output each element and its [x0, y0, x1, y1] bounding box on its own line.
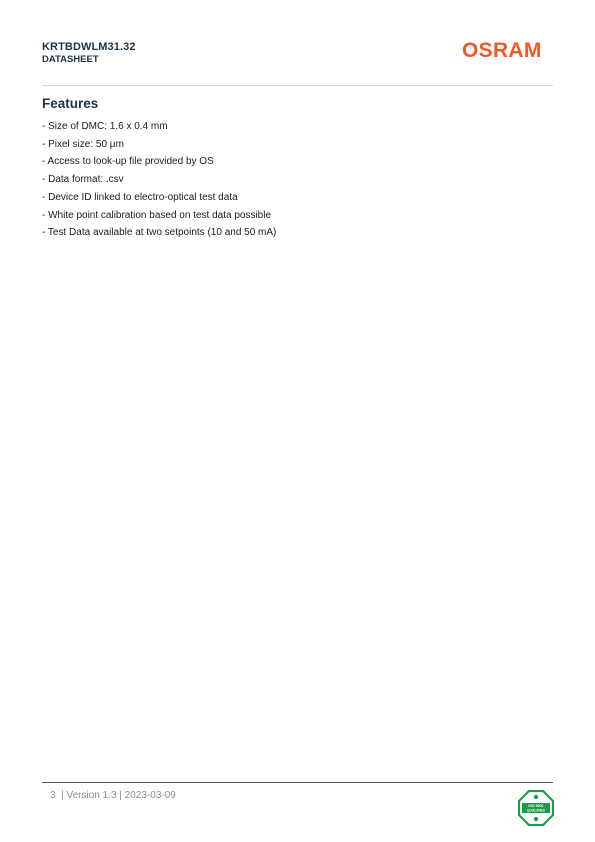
osram-logo: OSRAM	[462, 39, 542, 62]
document-header	[42, 41, 136, 65]
iso-9001-qualified-badge-icon	[518, 790, 554, 826]
footer-page-version-date: 3 | Version 1.3 | 2023-03-09	[50, 790, 176, 801]
document-type: DATASHEET	[42, 54, 99, 65]
feature-item-data-format: - Data format: .csv	[42, 174, 124, 186]
features-heading: Features	[42, 96, 99, 111]
feature-item-white-point: - White point calibration based on test data possible	[42, 209, 272, 221]
feature-item-test-data: - Test Data available at two setpoints (10 and 50 mA)	[42, 227, 277, 239]
header-divider	[42, 85, 553, 86]
badge-text-top: ISO 9001	[528, 804, 544, 809]
footer-divider	[42, 782, 553, 783]
feature-item-lookup-file: - Access to look-up file provided by OS	[42, 156, 214, 168]
feature-item-pixel-size: - Pixel size: 50 µm	[42, 138, 124, 150]
badge-text-bottom: QUALIFIED	[526, 808, 546, 813]
feature-item-dmc-size: - Size of DMC: 1.6 x 0.4 mm	[42, 121, 168, 132]
features-list	[42, 118, 276, 242]
feature-item-device-id: - Device ID linked to electro-optical test data	[42, 191, 238, 203]
product-code: KRTBDWLM31.32	[42, 41, 136, 53]
